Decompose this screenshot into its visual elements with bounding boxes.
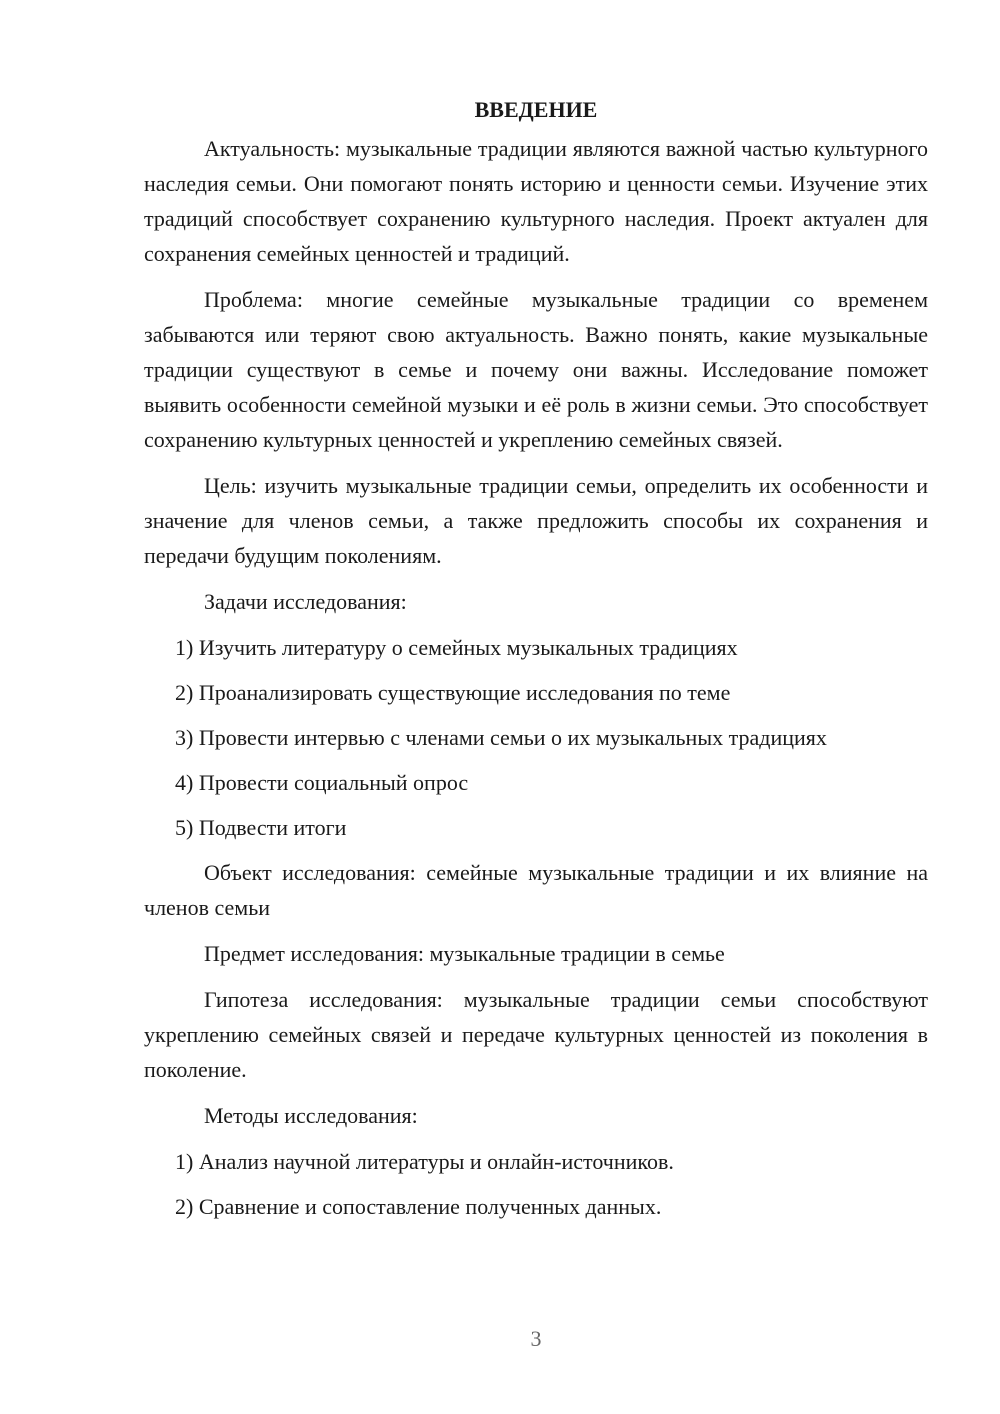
document-page (144, 95, 928, 1234)
hypothesis-paragraph: Гипотеза исследования: музыкальные традиции семьи способствуют укреплению семейных связей и передаче культурных ценностей из поколения в поколение. (144, 987, 928, 1082)
method-item: 1) Анализ научной литературы и онлайн-источников. (175, 1149, 674, 1174)
task-item: 1) Изучить литературу о семейных музыкальных традициях (175, 635, 738, 660)
task-item: 3) Провести интервью с членами семьи о их музыкальных традициях (175, 725, 827, 750)
task-item: 4) Провести социальный опрос (175, 770, 469, 795)
subject-paragraph: Предмет исследования: музыкальные традиции в семье (204, 941, 725, 966)
relevance-paragraph: Актуальность: музыкальные традиции являются важной частью культурного наследия семьи. Они помогают понять историю и ценности семьи. Изучение этих традиций способствует сохранению культурного наследия. Проект актуален для сохранения семейных ценностей и традиций. (144, 136, 928, 266)
task-item: 5) Подвести итоги (175, 815, 347, 840)
goal-paragraph: Цель: изучить музыкальные традиции семьи, определить их особенности и значение для членов семьи, а также предложить способы их сохранения и передачи будущим поколениям. (144, 473, 928, 568)
page-number: 3 (530, 1326, 542, 1351)
problem-paragraph: Проблема: многие семейные музыкальные традиции со временем забываются или теряют свою актуальность. Важно понять, какие музыкальные традиции существуют в семье и почему они важны. Исследование поможет выявить особенности семейной музыки и её роль в жизни семьи. Это способствует сохранению культурных ценностей и укреплению семейных связей. (144, 287, 928, 452)
methods-heading: Методы исследования: (204, 1103, 418, 1128)
task-item: 2) Проанализировать существующие исследования по теме (175, 680, 731, 705)
object-paragraph: Объект исследования: семейные музыкальные традиции и их влияние на членов семьи (144, 860, 928, 920)
tasks-heading: Задачи исследования: (204, 589, 407, 614)
section-title: ВВЕДЕНИЕ (474, 97, 598, 122)
method-item: 2) Сравнение и сопоставление полученных данных. (175, 1194, 662, 1219)
